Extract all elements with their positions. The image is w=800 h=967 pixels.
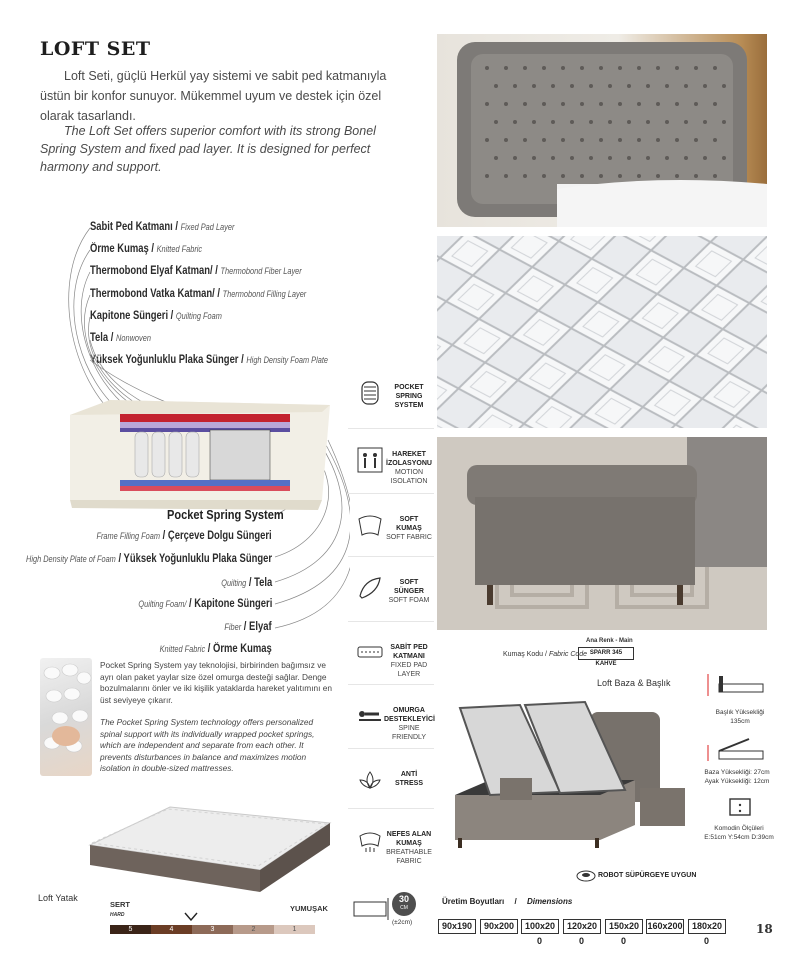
feature-text [384, 450, 434, 486]
size-option: 90x190 [438, 919, 476, 934]
feature-subtitle: SPINE FRIENDLY [391, 725, 427, 741]
firmness-hard-sub: HARD [110, 912, 125, 918]
layer-label [225, 621, 272, 633]
size-option-wrap: 0 [621, 936, 627, 946]
height-value: 30 [398, 894, 409, 904]
firmness-hard-label: SERT [110, 900, 131, 909]
feature-item [348, 812, 434, 870]
feature-text [384, 383, 434, 410]
headboard-photo [437, 34, 767, 227]
layer-label [97, 530, 272, 542]
feature-title: ANTİ [400, 771, 418, 778]
layer-name-tr: Örme Kumaş [213, 643, 272, 655]
motion-icon [356, 446, 384, 474]
page-number: 18 [756, 922, 773, 936]
feature-title: DESTEKLEYİCİ [384, 716, 435, 723]
feature-text [384, 515, 434, 542]
layer-separator: / [214, 288, 223, 300]
feature-title: SABİT PED [390, 644, 428, 651]
feature-item [348, 560, 434, 618]
feature-divider [348, 493, 434, 494]
feature-title: KATMANI [393, 653, 425, 660]
intro-turkish: Loft Seti, güçlü Herkül yay sistemi ve sabit ped katmanıyla üstün bir konfor sunuyor. Mükemmel uyum ve destek için özel olarak tasarlandı. [40, 69, 387, 123]
firmness-level: 4 [151, 925, 192, 934]
feature-title: SOFT [399, 579, 419, 586]
sizes-label-tr: Üretim Boyutları [442, 897, 505, 906]
fabric-code-value: SPARR 345 KAHVE [578, 647, 634, 660]
feature-title: OMURGA [393, 707, 425, 714]
firmness-soft-label: YUMUŞAK [290, 904, 328, 913]
feature-title: SYSTEM [394, 402, 424, 409]
sizes-label-en: Dimensions [526, 897, 573, 906]
headboard-spec-value: 135cm [730, 718, 750, 725]
mattress-layer-diagram [60, 200, 350, 700]
layer-name-en: Nonwoven [116, 333, 151, 343]
feature-item [348, 365, 434, 423]
layer-label [138, 598, 272, 610]
layer-name-tr: Elyaf [249, 621, 272, 633]
fabric-code-label: Kumaş Kodu / Fabric Code [503, 651, 588, 658]
feature-title: KUMAŞ [396, 525, 422, 532]
layer-separator: / [245, 577, 254, 589]
size-option: 120x20 [563, 919, 601, 934]
feature-title: POCKET [394, 384, 424, 391]
feature-title: NEFES ALAN [386, 831, 432, 838]
layer-name-tr: Sabit Ped Katmanı [90, 221, 173, 233]
layer-name-tr: Örme Kumaş [90, 243, 149, 255]
layer-name-tr: Çerçeve Dolgu Süngeri [168, 530, 272, 542]
feature-item [348, 625, 434, 683]
intro-english: The Loft Set offers superior comfort with its strong Bonel Spring System and fixed pad layer. It is designed for perfect harmony and support. [40, 124, 376, 174]
base-height-spec: Baza Yüksekliği: 27cm [704, 769, 770, 776]
nightstand-spec [703, 824, 775, 842]
height-tolerance: (±2cm) [392, 919, 413, 926]
spring-text-english: The Pocket Spring System technology offers personalized spinal support with its individually wrapped pocket springs, which are independent and separate from each other. It prevents disturbances in balance and maximizes motion isolation in double-sized mattresses. [100, 717, 315, 773]
fabric-label-en: Fabric Code [548, 651, 588, 658]
feature-title: SPRING [395, 393, 423, 400]
headboard-spec [710, 708, 770, 726]
loft-yatak-label: Loft Yatak [38, 893, 78, 903]
layer-name-en: Quilting [220, 578, 246, 588]
mattress-photo [80, 795, 340, 895]
feature-divider [348, 556, 434, 557]
nightstand-icon [728, 797, 752, 824]
layer-separator: / [108, 332, 117, 344]
feature-title: STRESS [394, 780, 423, 787]
layer-separator: / [115, 553, 124, 565]
firmness-level: 2 [233, 925, 274, 934]
pocket-springs-photo [40, 658, 92, 776]
height-badge [352, 892, 430, 932]
feature-text [384, 830, 434, 866]
feature-title: KUMAŞ [396, 840, 422, 847]
layer-name-en: Quilting Foam/ [138, 599, 187, 609]
layer-separator: / [212, 265, 221, 277]
layer-label [160, 643, 272, 655]
layer-separator: / [241, 621, 250, 633]
layer-separator: / [238, 354, 247, 366]
layer-separator: / [172, 221, 181, 233]
fabric-main-label: Ana Renk - Main [586, 638, 633, 644]
layer-label [26, 553, 272, 565]
layer-separator: / [186, 598, 194, 610]
size-option-wrap: 0 [579, 936, 585, 946]
robot-vacuum-icon [576, 868, 596, 882]
layer-name-tr: Yüksek Yoğunluklu Plaka Sünger [123, 553, 272, 565]
fabric-label-tr: Kumaş Kodu [503, 651, 544, 658]
feature-title: HAREKET [392, 451, 426, 458]
layer-name-en: High Density Plate of Foam [25, 554, 116, 564]
layer-separator: / [205, 643, 214, 655]
size-option: 90x200 [480, 919, 518, 934]
feature-divider [348, 621, 434, 622]
headboard-icon [705, 670, 767, 710]
spring-icon [356, 379, 384, 407]
firmness-level: 1 [274, 925, 315, 934]
layer-name-tr: Tela [253, 577, 272, 589]
firmness-level: 5 [110, 925, 151, 934]
size-option: 160x200 [646, 919, 684, 934]
storage-bench-photo [437, 437, 767, 630]
feature-subtitle: SOFT FOAM [388, 597, 430, 604]
feature-item [348, 497, 434, 555]
size-option: 180x20 [688, 919, 726, 934]
layer-name-en: High Density Foam Plate [246, 355, 328, 365]
spring-text-turkish: Pocket Spring System yay teknolojisi, birbirinden bağımsız ve ayrı olan paket yaylar size özel omurga desteği sağlar. Denge bozulmalarını önler ve iki kişilik yataklarda hareket yalıtımını en üst seviyeye çıkarır. [100, 660, 332, 705]
feature-title: SOFT [399, 516, 419, 523]
height-unit: CM [400, 905, 408, 911]
lotus-icon [356, 766, 384, 794]
pocket-spring-title: Pocket Spring System [167, 507, 284, 522]
layer-name-en: Knitted Fabric [156, 244, 203, 254]
feature-subtitle: BREATHABLE FABRIC [386, 849, 432, 865]
size-option-wrap: 0 [537, 936, 543, 946]
layer-name-en: Frame Filling Foam [96, 531, 161, 541]
feature-divider [348, 808, 434, 809]
firmness-level: 3 [192, 925, 233, 934]
layer-name-en: Fixed Pad Layer [180, 222, 235, 232]
baza-title: Loft Baza & Başlık [597, 678, 671, 688]
feature-item [348, 752, 434, 810]
robot-label: ROBOT SÜPÜRGEYE UYGUN [598, 872, 697, 879]
base-icon [705, 735, 767, 770]
fixed-pad-icon [356, 639, 384, 667]
feature-subtitle: FIXED PAD LAYER [390, 662, 428, 678]
breathable-icon [356, 826, 384, 854]
layer-label [221, 577, 272, 589]
page-title: LOFT SET [40, 38, 151, 60]
base-spec [703, 768, 771, 786]
size-option-wrap: 0 [704, 936, 710, 946]
size-option: 100x20 [521, 919, 559, 934]
soft-foam-icon [356, 574, 384, 602]
layer-name-en: Quilting Foam [175, 311, 222, 321]
layer-name-en: Thermobond Filling Layer [222, 289, 307, 299]
feature-item [348, 432, 434, 490]
feature-text [384, 706, 434, 742]
bed-base-photo [450, 700, 700, 860]
leg-height-spec: Ayak Yüksekliği: 12cm [704, 778, 770, 785]
layer-separator: / [168, 310, 176, 322]
feature-title: SÜNGER [394, 588, 424, 595]
firmness-indicator-icon [184, 908, 198, 926]
feature-text [384, 770, 434, 788]
nightstand-spec-value: E:51cm Y:54cm D:39cm [704, 834, 774, 841]
feature-text [384, 643, 434, 679]
feature-text [384, 578, 434, 605]
layer-name-en: Fiber [224, 622, 242, 632]
layer-name-en: Knitted Fabric [159, 644, 206, 654]
feature-divider [348, 428, 434, 429]
layer-name-tr: Tela [90, 332, 109, 344]
feature-subtitle: SOFT FABRIC [386, 534, 432, 541]
layer-separator: / [148, 243, 157, 255]
layer-name-tr: Kapitone Süngeri [193, 598, 272, 610]
feature-divider [348, 748, 434, 749]
headboard-spec-label: Başlık Yüksekliği [715, 709, 765, 716]
sizes-heading: Üretim Boyutları / Dimensions [442, 897, 573, 906]
feature-divider [348, 684, 434, 685]
feature-subtitle: MOTION ISOLATION [390, 469, 428, 485]
feature-title: İZOLASYONU [386, 460, 432, 467]
layer-name-tr: Yüksek Yoğunluklu Plaka Sünger [90, 354, 239, 366]
layer-name-tr: Kapitone Süngeri [90, 310, 169, 322]
feature-item [348, 688, 434, 746]
size-option: 150x20 [605, 919, 643, 934]
soft-fabric-icon [356, 511, 384, 539]
spine-icon [356, 702, 384, 730]
layer-name-tr: Thermobond Elyaf Katman/ [90, 265, 213, 277]
nightstand-spec-label: Komodin Ölçüleri [714, 825, 764, 832]
quilted-fabric-photo [437, 236, 767, 428]
layer-name-en: Thermobond Fiber Layer [220, 266, 302, 276]
layer-name-tr: Thermobond Vatka Katman/ [90, 288, 215, 300]
layer-separator: / [160, 530, 169, 542]
